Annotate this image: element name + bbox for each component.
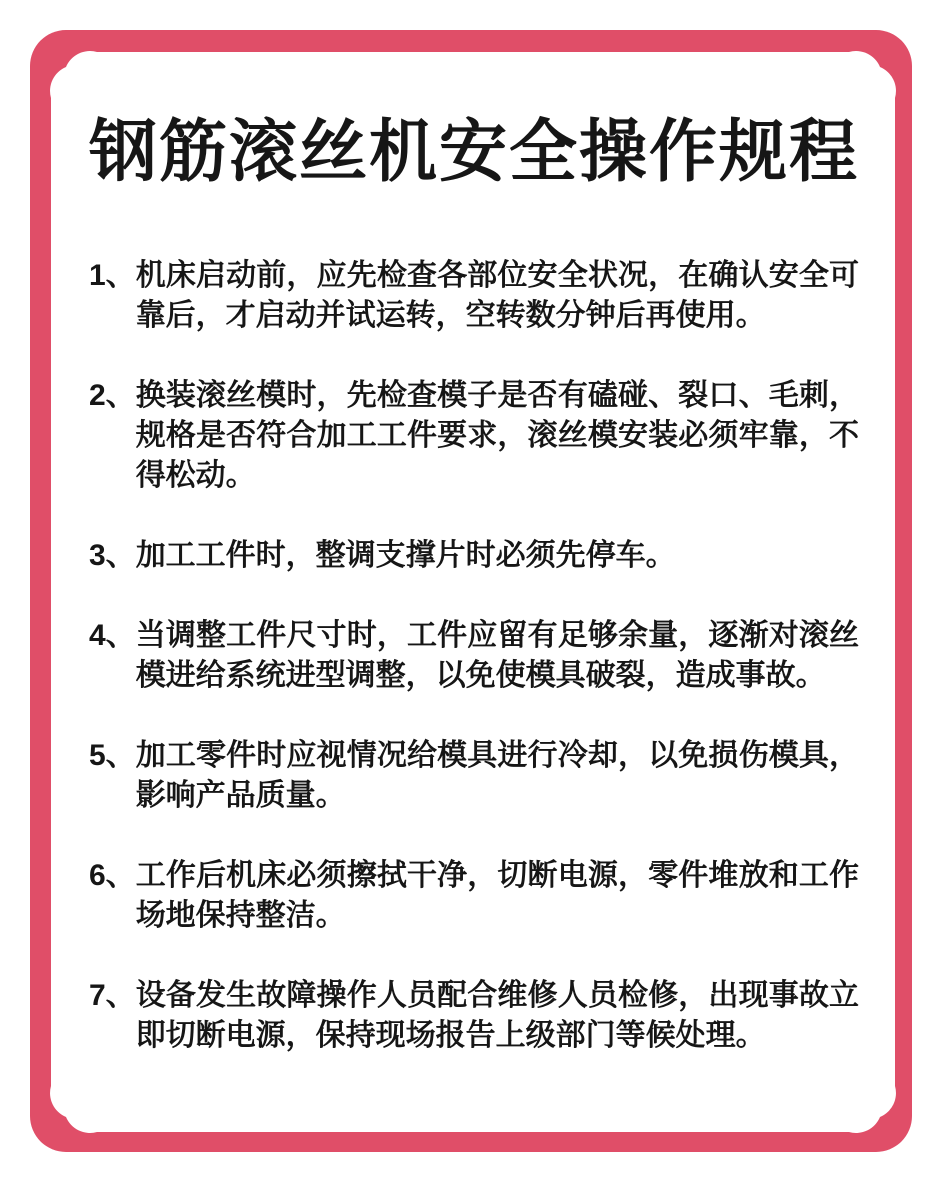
- list-item: [89, 256, 859, 336]
- item-number: 2、: [89, 379, 136, 413]
- item-number: 7、: [89, 979, 136, 1013]
- rules-list: [89, 256, 859, 1056]
- list-item: [89, 536, 859, 576]
- item-text: 当调整工件尺寸时，工件应留有足够余量，逐渐对滚丝模进给系统进型调整，以免使模具破裂，造成事故。: [135, 619, 859, 693]
- item-number: 4、: [89, 619, 136, 653]
- card-content: [51, 52, 895, 1132]
- item-number: 3、: [89, 539, 136, 573]
- item-text: 机床启动前，应先检查各部位安全状况，在确认安全可靠后，才启动并试运转，空转数分钟后再使用。: [135, 259, 859, 333]
- list-item: [89, 736, 859, 816]
- item-text: 加工工件时，整调支撑片时必须先停车。: [135, 539, 676, 573]
- item-number: 6、: [89, 859, 136, 893]
- list-item: [89, 616, 859, 696]
- poster-frame: [30, 30, 912, 1152]
- item-text: 工作后机床必须擦拭干净，切断电源，零件堆放和工作场地保持整洁。: [135, 859, 859, 933]
- item-number: 1、: [89, 259, 136, 293]
- list-item: [89, 856, 859, 936]
- item-text: 换装滚丝模时，先检查模子是否有磕碰、裂口、毛刺，规格是否符合加工工件要求，滚丝模安装必须牢靠，不得松动。: [135, 379, 859, 493]
- item-number: 5、: [89, 739, 136, 773]
- item-text: 设备发生故障操作人员配合维修人员检修，出现事故立即切断电源，保持现场报告上级部门等候处理。: [135, 979, 859, 1053]
- item-text: 加工零件时应视情况给模具进行冷却，以免损伤模具，影响产品质量。: [135, 739, 859, 813]
- list-item: [89, 376, 859, 496]
- list-item: [89, 976, 859, 1056]
- page-title: 钢筋滚丝机安全操作规程: [89, 114, 860, 190]
